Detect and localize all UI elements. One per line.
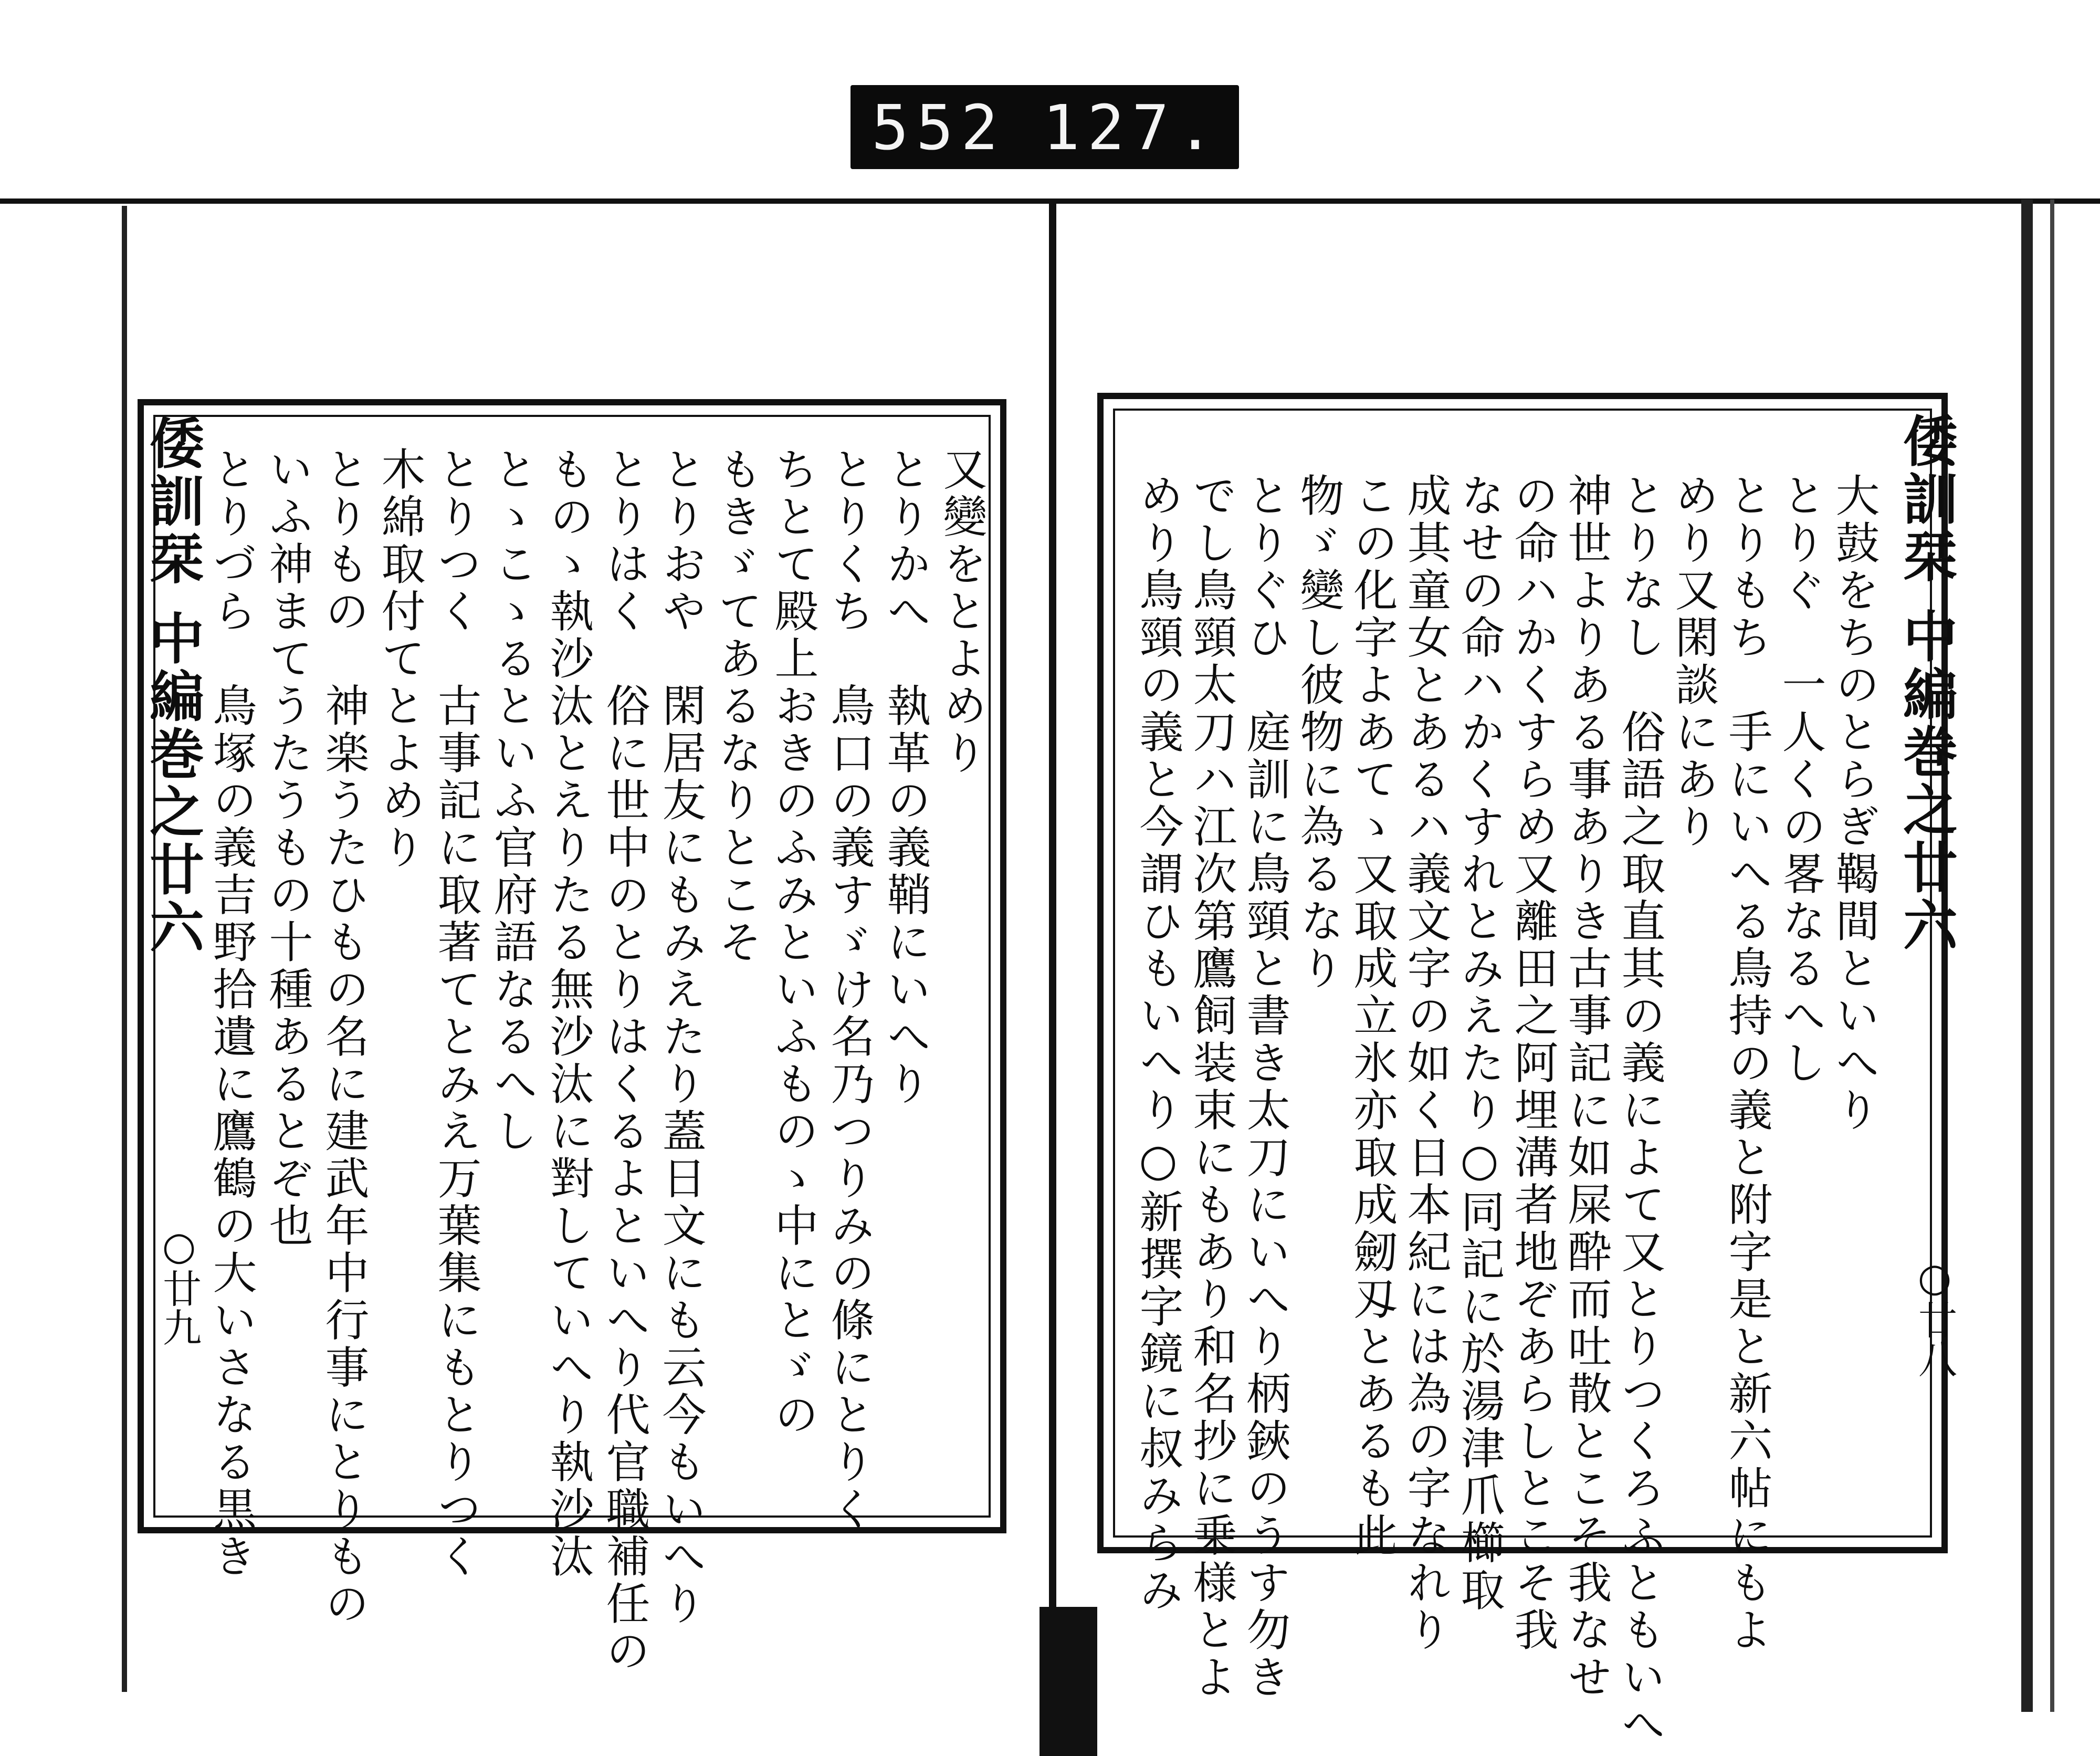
right-text-column-1: 大鼓をちのとらぎ鞨間といへり xyxy=(1829,473,1880,1134)
left-page-margin-title: 倭訓栞 中編巻之廿六 xyxy=(140,415,205,957)
right-text-column-9: 成其童女とあるハ義文字の如く日本紀には為の字なれり xyxy=(1400,473,1452,1654)
right-text-column-4: めり又閑談にあり xyxy=(1668,473,1719,851)
left-text-column-14: とりづら 鳥塚の義吉野拾遺に鷹鶴の大いさなる黒き xyxy=(206,446,257,1581)
right-text-column-3: とりもち 手にいへる鳥持の義と附字是と新六帖にもよ xyxy=(1721,473,1773,1654)
right-page-number: ○廿八 xyxy=(1912,1255,1957,1378)
right-text-column-11: 物ゞ變し彼物に為るなり xyxy=(1293,473,1345,992)
book-gutter xyxy=(1049,200,1056,1717)
right-page-margin-title: 倭訓栞 中編巻之廿六 xyxy=(1894,413,1958,955)
left-text-column-10: とりつく 古事記に取著てとみえ万葉集にもとりつく xyxy=(430,446,482,1581)
left-text-column-9: とゝこゝるといふ官府語なるへし xyxy=(487,446,538,1155)
left-text-column-2: とりかへ 執革の義鞘にいへり xyxy=(880,446,931,1108)
left-text-column-7: とりはく 俗に世中のとりはくるよといへり代官職補任の xyxy=(599,446,650,1675)
right-text-column-13: でし鳥頸太刀ハ江次第鷹飼装束にもあり和名抄に乗様とよ xyxy=(1186,473,1237,1701)
catalog-number-plate xyxy=(850,85,1239,169)
catalog-number-left: 552 xyxy=(872,91,1006,164)
book-spine xyxy=(1040,1607,1097,1756)
right-text-column-5: とりなし 俗語之取直其の義によて又とりつくろふともいへ xyxy=(1614,473,1666,1749)
right-text-column-6: 神世よりある事ありき古事記に如屎酔而吐散とこそ我なせ xyxy=(1561,473,1612,1701)
left-text-column-5: もきゞてあるなりとこそ xyxy=(711,446,763,966)
left-text-column-6: とりおや 閑居友にもみえたり蓋日文にも云今もいへり xyxy=(655,446,707,1628)
left-text-column-4: ちとて殿上おきのふみといふものゝ中にとゞの xyxy=(768,446,819,1439)
left-text-column-11: 木綿取付てとよめり xyxy=(374,446,426,872)
right-text-column-7: の命ハかくすらめ又離田之阿埋溝者地ぞあらしとこそ我 xyxy=(1507,473,1559,1654)
right-text-column-14: めり鳥頸の義と今謂ひもいへり○新撰字鏡に叔みらみ xyxy=(1132,473,1184,1614)
catalog-number-right: 127. xyxy=(1042,91,1221,164)
left-text-column-12: とりもの 神楽うたひもの名に建武年中行事にとりもの xyxy=(318,446,370,1628)
right-text-column-10: この化字よあてゝ又取成立氷亦取成劒刄とあるも此 xyxy=(1347,473,1398,1560)
left-text-column-3: とりくち 鳥口の義すゞけ名乃つりみの條にとりく xyxy=(824,446,875,1533)
left-page-number: ○廿九 xyxy=(156,1224,202,1346)
right-text-column-8: なせの命ハかくすれとみえたり○同記に於湯津爪櫛取 xyxy=(1454,473,1505,1614)
left-text-column-13: いふ神まてうたうもの十種あるとぞ也 xyxy=(262,446,313,1250)
right-text-column-12: とりぐひ 庭訓に鳥頸と書き太刀にいへり柄鋏のうす勿き xyxy=(1240,473,1291,1701)
left-text-column-1: 又變をとよめり xyxy=(936,446,988,777)
right-page-edge xyxy=(2021,200,2033,1712)
right-page-stack-edge xyxy=(2050,200,2054,1712)
left-page-edge xyxy=(122,206,127,1692)
right-text-column-2: とりぐ 一人くの畧なるへし xyxy=(1775,473,1826,1087)
left-text-column-8: ものゝ執沙汰とえりたる無沙汰に對していへり執沙汰 xyxy=(543,446,594,1581)
